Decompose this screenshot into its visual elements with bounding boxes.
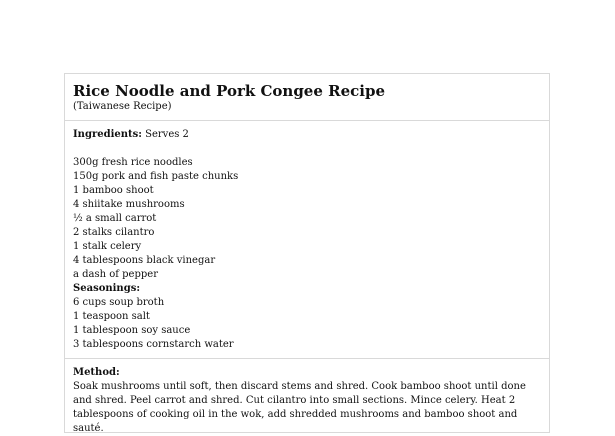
method-text: Soak mushrooms until soft, then discard stems and shred. Cook bamboo shoot until done and shred. Peel carrot and shred. Cut cilantro into small sections. Mince celery. Heat 2 tablespoons of cooking oil in the wok, add shredded mushrooms and bamboo shoot and sauté. <box>73 381 526 434</box>
seasonings-label: Seasonings: <box>73 283 141 294</box>
recipe-title: Rice Noodle and Pork Congee Recipe <box>73 82 385 100</box>
seasoning-item: 6 cups soup broth <box>73 297 165 308</box>
ingredients-section <box>65 121 549 359</box>
recipe-subtitle: (Taiwanese Recipe) <box>73 101 172 112</box>
ingredients-heading <box>73 128 541 142</box>
ingredient-item: a dash of pepper <box>73 269 158 280</box>
ingredient-item: 150g pork and fish paste chunks <box>73 171 239 182</box>
method-section <box>65 359 549 436</box>
seasoning-item: 1 tablespoon soy sauce <box>73 325 191 336</box>
recipe-card <box>64 73 550 433</box>
ingredient-item: 2 stalks cilantro <box>73 227 155 238</box>
ingredients-label: Ingredients: <box>73 129 142 140</box>
seasoning-item: 3 tablespoons cornstarch water <box>73 339 234 350</box>
ingredient-item: 1 stalk celery <box>73 241 142 252</box>
ingredient-item: 4 shiitake mushrooms <box>73 199 185 210</box>
ingredient-item: 300g fresh rice noodles <box>73 157 193 168</box>
recipe-header <box>65 74 549 121</box>
ingredient-item: ½ a small carrot <box>73 213 157 224</box>
seasoning-item: 1 teaspoon salt <box>73 311 150 322</box>
method-label: Method: <box>73 367 120 378</box>
serves-text: Serves 2 <box>141 129 189 140</box>
ingredient-item: 4 tablespoons black vinegar <box>73 255 216 266</box>
ingredient-item: 1 bamboo shoot <box>73 185 154 196</box>
